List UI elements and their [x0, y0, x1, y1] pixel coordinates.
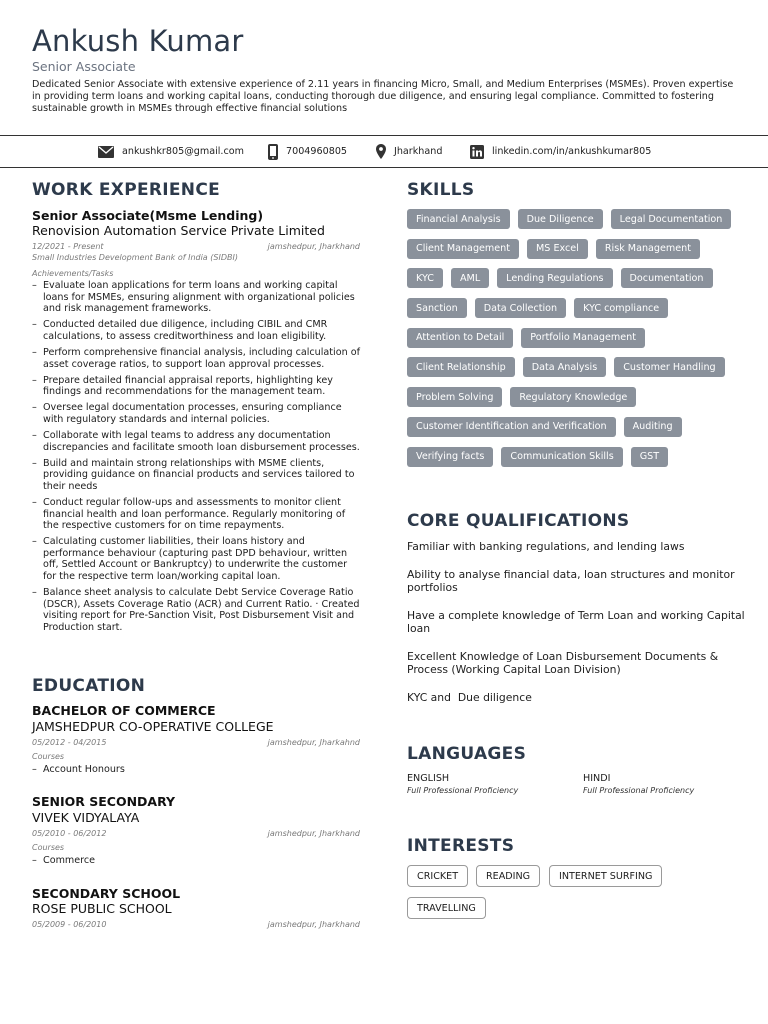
edu-course: – Account Honours	[32, 764, 125, 775]
interest-tag: INTERNET SURFING	[549, 865, 662, 887]
achievement-item: – Calculating customer liabilities, their loans history and performance behaviour (capturing past DPD behaviour, written off, Settled Account or Bankruptcy) to underwrite the customer for the respective term loan/working capital loan.	[32, 536, 362, 582]
location-text: Jharkhand	[394, 146, 443, 157]
skills-heading: SKILLS	[407, 180, 475, 200]
skill-tag: Auditing	[624, 417, 682, 437]
skill-tag: Communication Skills	[501, 447, 622, 467]
courses-label: Courses	[32, 843, 65, 852]
skill-tag: Verifying facts	[407, 447, 493, 467]
skill-row	[407, 417, 747, 437]
contact-location	[376, 136, 442, 167]
company-name: Renovision Automation Service Private Limited	[32, 223, 325, 238]
achievement-item: – Conduct regular follow-ups and assessments to monitor client financial health and loan performance. Regularly monitoring of the respective customers for on time repayments.	[32, 497, 362, 532]
achievement-item: – Oversee legal documentation processes, ensuring compliance with regulatory standards and internal policies.	[32, 402, 362, 425]
skill-tag: Problem Solving	[407, 387, 502, 407]
job-dates: 12/2021 - Present	[32, 242, 104, 251]
edu-location: jamshedpur, Jharkahnd	[267, 738, 360, 747]
interest-tag: CRICKET	[407, 865, 468, 887]
location-pin-icon	[376, 144, 386, 159]
work-experience-heading: WORK EXPERIENCE	[32, 180, 221, 200]
achievement-item: – Conducted detailed due diligence, including CIBIL and CMR calculations, to assess creditworthiness and loan eligibility.	[32, 319, 362, 342]
qualification-item: Excellent Knowledge of Loan Disbursement Documents & Process (Working Capital Loan Division)	[407, 650, 719, 676]
skill-tag: Attention to Detail	[407, 328, 513, 348]
skill-tag: Customer Handling	[614, 357, 724, 377]
skill-tag: Lending Regulations	[497, 268, 612, 288]
linkedin-text: linkedin.com/in/ankushkumar805	[492, 146, 652, 157]
contact-email[interactable]	[98, 136, 244, 167]
skill-tag: Portfolio Management	[521, 328, 645, 348]
edu-meta	[32, 829, 360, 838]
achievement-item: – Perform comprehensive financial analysis, including calculation of asset coverage ratios, to support loan approval processes.	[32, 347, 362, 370]
skill-tag: Due Diligence	[518, 209, 603, 229]
skill-tag: Financial Analysis	[407, 209, 510, 229]
skills-list	[407, 209, 747, 476]
edu-school: VIVEK VIDYALAYA	[32, 810, 140, 825]
interest-tag: TRAVELLING	[407, 897, 486, 919]
skill-tag: Data Analysis	[523, 357, 606, 377]
contact-linkedin[interactable]	[470, 136, 651, 167]
edu-school: JAMSHEDPUR CO-OPERATIVE COLLEGE	[32, 719, 274, 734]
skill-row	[407, 239, 747, 259]
edu-degree: BACHELOR OF COMMERCE	[32, 703, 216, 718]
skill-tag: KYC	[407, 268, 443, 288]
resume-header	[32, 24, 742, 116]
job-title: Senior Associate(Msme Lending)	[32, 208, 264, 223]
edu-degree: SENIOR SECONDARY	[32, 794, 176, 809]
edu-course: – Commerce	[32, 855, 95, 866]
skill-tag: Legal Documentation	[611, 209, 732, 229]
job-meta	[32, 242, 360, 251]
skill-tag: Client Relationship	[407, 357, 515, 377]
skill-tag: Client Management	[407, 239, 519, 259]
education-heading: EDUCATION	[32, 676, 146, 696]
core-qualifications-heading: CORE QUALIFICATIONS	[407, 511, 630, 531]
candidate-role: Senior Associate	[32, 59, 136, 74]
skill-row	[407, 328, 747, 348]
skill-tag: AML	[451, 268, 489, 288]
achievements-list	[32, 280, 362, 638]
candidate-name: Ankush Kumar	[32, 24, 244, 58]
phone-text: 7004960805	[286, 146, 348, 157]
language-name: HINDI	[583, 773, 611, 784]
achievements-label: Achievements/Tasks	[32, 269, 114, 278]
qualification-item: Familiar with banking regulations, and lending laws	[407, 540, 685, 553]
edu-dates: 05/2012 - 04/2015	[32, 738, 107, 747]
languages-heading: LANGUAGES	[407, 744, 527, 764]
edu-location: jamshedpur, Jharkhand	[267, 829, 360, 838]
linkedin-icon	[470, 145, 484, 159]
interests-heading: INTERESTS	[407, 836, 515, 856]
skill-tag: MS Excel	[527, 239, 588, 259]
skill-tag: Risk Management	[596, 239, 700, 259]
job-location: jamshedpur, Jharkhand	[267, 242, 360, 251]
language-name: ENGLISH	[407, 773, 450, 784]
achievement-item: – Prepare detailed financial appraisal reports, highlighting key findings and recommendations for the management team.	[32, 375, 362, 398]
job-client: Small Industries Development Bank of India (SIDBI)	[32, 253, 238, 262]
skill-row	[407, 387, 747, 407]
contact-bar	[0, 135, 768, 168]
qualification-item: Ability to analyse financial data, loan structures and monitor portfolios	[407, 568, 735, 594]
edu-dates: 05/2009 - 06/2010	[32, 920, 107, 929]
edu-school: ROSE PUBLIC SCHOOL	[32, 901, 172, 916]
interest-tag: READING	[476, 865, 540, 887]
qualification-item: KYC and Due diligence	[407, 691, 532, 704]
skill-row	[407, 447, 747, 467]
phone-icon	[268, 144, 278, 160]
skill-row	[407, 298, 747, 318]
skill-tag: Documentation	[621, 268, 713, 288]
achievement-item: – Balance sheet analysis to calculate Debt Service Coverage Ratio (DSCR), Assets Coverage Ratio (ACR) and Current Ratio. · Created visiting report for Pre-Sanction Visit, Post Disbursement Visit and Production start.	[32, 587, 362, 633]
qualification-item: Have a complete knowledge of Term Loan and working Capital loan	[407, 609, 745, 635]
edu-meta	[32, 920, 360, 929]
achievement-item: – Collaborate with legal teams to address any documentation discrepancies and facilitate smooth loan disbursement processes.	[32, 430, 362, 453]
skill-tag: Data Collection	[475, 298, 566, 318]
skill-row	[407, 209, 747, 229]
language-level: Full Professional Proficiency	[583, 786, 695, 795]
courses-label: Courses	[32, 752, 65, 761]
achievement-item: – Build and maintain strong relationships with MSME clients, providing guidance on financial products and services tailored to their needs	[32, 458, 362, 493]
contact-phone[interactable]	[268, 136, 347, 167]
skill-row	[407, 357, 747, 377]
skill-tag: GST	[631, 447, 668, 467]
edu-meta	[32, 738, 360, 747]
email-text: ankushkr805@gmail.com	[122, 146, 244, 157]
edu-location: jamshedpur, Jharkhand	[267, 920, 360, 929]
skill-tag: Sanction	[407, 298, 467, 318]
skill-row	[407, 268, 747, 288]
edu-degree: SECONDARY SCHOOL	[32, 886, 181, 901]
edu-dates: 05/2010 - 06/2012	[32, 829, 107, 838]
achievement-item: – Evaluate loan applications for term loans and working capital loans for MSMEs, ensuring alignment with organizational policies and risk management frameworks.	[32, 280, 362, 315]
skill-tag: KYC compliance	[574, 298, 668, 318]
skill-tag: Regulatory Knowledge	[510, 387, 636, 407]
email-icon	[98, 146, 114, 158]
skill-tag: Customer Identification and Verification	[407, 417, 616, 437]
profile-summary: Dedicated Senior Associate with extensive experience of 2.11 years in financing Micro, Small, and Medium Enterprises (MSMEs). Proven expertise in providing term loans and working capital loans, conducting thorough due diligence, and ensuring legal compliance. Committed to fostering sustainable growth in MSMEs through effective financial solutions	[32, 79, 734, 115]
language-level: Full Professional Proficiency	[407, 786, 519, 795]
